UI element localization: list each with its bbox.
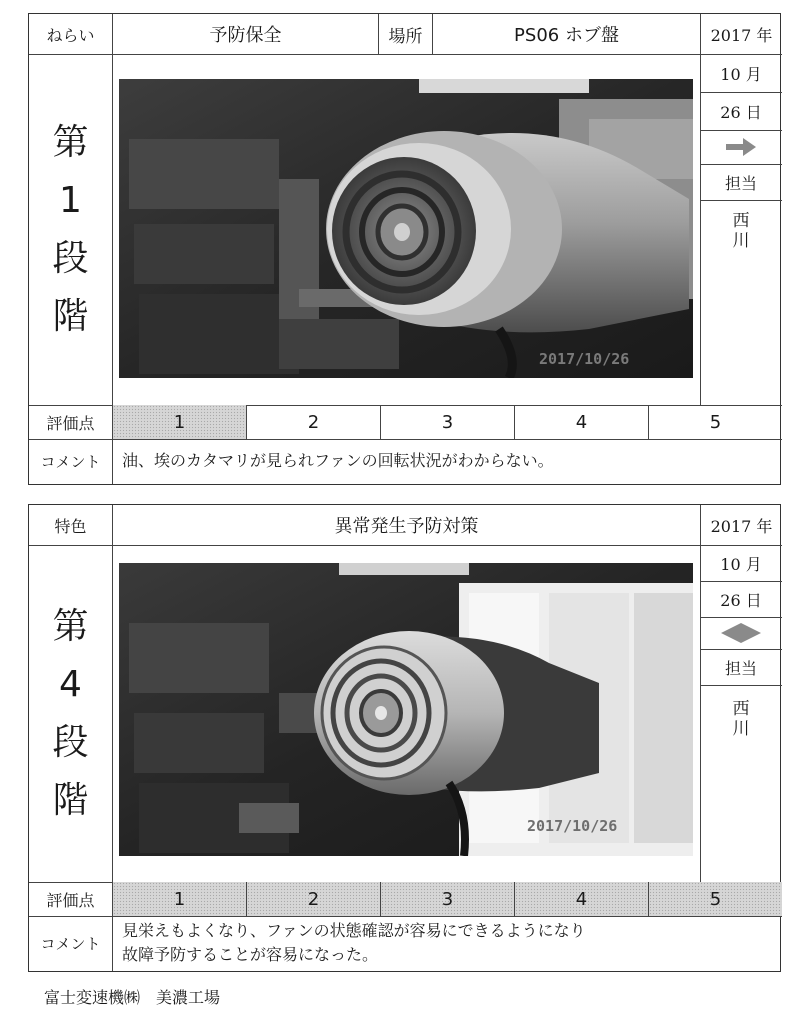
stage-char: 階 (52, 779, 89, 821)
comment-line: 見栄えもよくなり、ファンの状態確認が容易にできるようになり (122, 921, 586, 940)
company-footer: 富士変速機㈱ 美濃工場 (44, 988, 221, 1007)
score-label: 評価点 (46, 413, 95, 433)
stage-char: 段 (52, 721, 89, 763)
divider (112, 54, 113, 405)
stage-char: 第 (52, 605, 89, 647)
photo-date-stamp: 2017/10/26 (539, 350, 630, 368)
month: 10 月 (720, 554, 762, 574)
aim-value: 予防保全 (112, 14, 378, 54)
stage-char: 第 (52, 121, 89, 163)
score-option-1: 1 (112, 405, 246, 439)
score-option-5: 5 (648, 405, 782, 439)
score-option-1: 1 (112, 882, 246, 916)
month: 10 月 (720, 64, 762, 84)
aim-label: ねらい (46, 25, 95, 45)
fan-motor-dirty-image (119, 79, 693, 378)
day: 26 日 (720, 590, 762, 610)
feature-label: 特色 (54, 516, 87, 536)
card-stage-4 (28, 504, 781, 972)
stage-char: 階 (52, 295, 89, 337)
divider (29, 54, 782, 55)
owner-name (700, 211, 782, 251)
comment-text (112, 916, 782, 971)
score-option-3: 3 (380, 405, 514, 439)
score-label: 評価点 (46, 890, 95, 910)
divider (29, 545, 782, 546)
year: 2017 年 (700, 505, 782, 545)
place-label: 場所 (378, 14, 432, 54)
score-option-2: 2 (246, 405, 380, 439)
card-stage-1 (28, 13, 781, 485)
feature-value: 異常発生予防対策 (112, 505, 700, 545)
day: 26 日 (720, 102, 762, 122)
place-value: PS06 ホブ盤 (432, 14, 700, 54)
owner-name (700, 699, 782, 739)
comment-label: コメント (40, 935, 101, 953)
equipment-photo-before (119, 79, 693, 378)
owner-label: 担当 (724, 173, 757, 193)
owner-name-char: 西 (732, 699, 750, 719)
arrow-right-icon (700, 130, 782, 164)
owner-name-char: 川 (732, 719, 750, 739)
year: 2017 年 (700, 14, 782, 54)
stage-number: 4 (59, 663, 82, 705)
score-option-3: 3 (380, 882, 514, 916)
comment-label: コメント (40, 453, 101, 471)
stage-level (29, 54, 112, 405)
score-option-4: 4 (514, 405, 648, 439)
divider (700, 685, 782, 686)
owner-label: 担当 (724, 658, 757, 678)
owner-name-char: 西 (732, 211, 750, 231)
diamond-icon (700, 617, 782, 649)
fan-motor-cleaned-image (119, 563, 693, 856)
equipment-photo-after (119, 563, 693, 856)
comment-line: 故障予防することが容易になった。 (122, 945, 379, 964)
stage-char: 段 (52, 237, 89, 279)
divider (700, 200, 782, 201)
owner-name-char: 川 (732, 231, 750, 251)
comment-line: 油、埃のカタマリが見られファンの回転状況がわからない。 (122, 451, 554, 470)
stage-number: 1 (59, 179, 82, 221)
photo-date-stamp: 2017/10/26 (527, 817, 618, 835)
comment-text (112, 439, 782, 484)
score-option-2: 2 (246, 882, 380, 916)
stage-level (29, 545, 112, 882)
score-option-5: 5 (648, 882, 782, 916)
divider (112, 545, 113, 882)
score-option-4: 4 (514, 882, 648, 916)
